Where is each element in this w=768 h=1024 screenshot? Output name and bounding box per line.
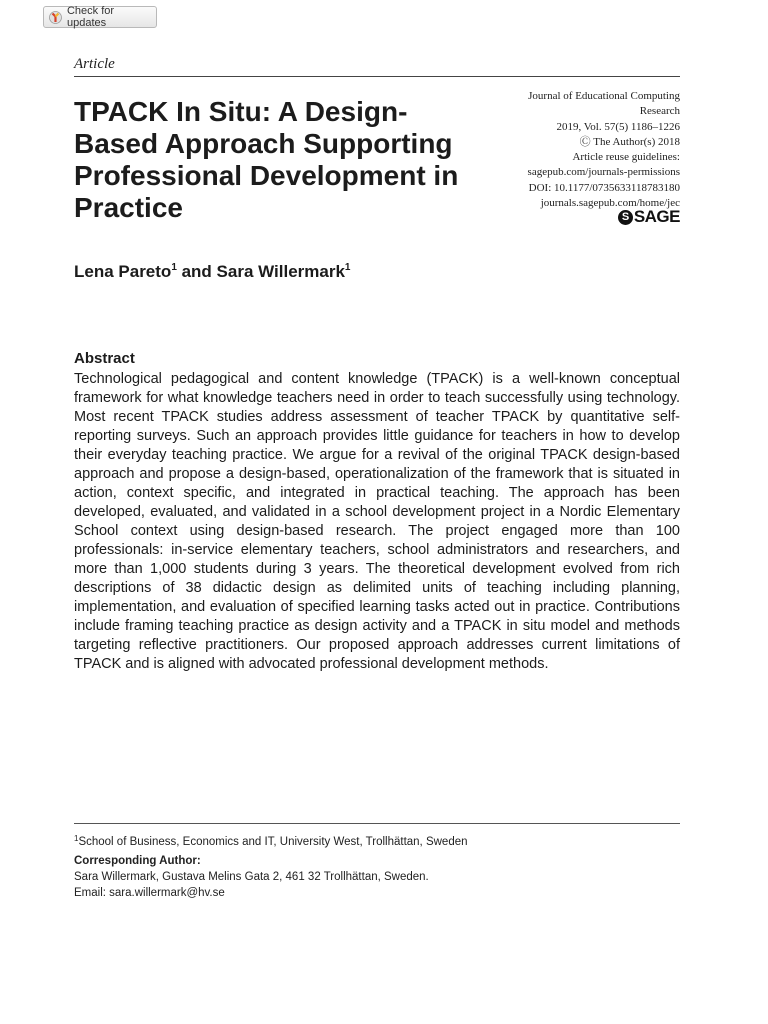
permissions-link[interactable]: sagepub.com/journals-permissions <box>527 166 680 179</box>
affiliation-text: School of Business, Economics and IT, University West, Trollhättan, Sweden <box>78 836 468 848</box>
sage-logo <box>618 207 680 227</box>
author-list <box>74 262 350 282</box>
author-joiner: and <box>176 262 217 281</box>
corresponding-author-address: Sara Willermark, Gustava Melins Gata 2, 461 32 Trollhättan, Sweden. <box>74 871 429 883</box>
crossmark-icon <box>49 11 62 24</box>
journal-line: Journal of Educational Computing <box>528 90 680 102</box>
author-affiliation-mark: 1 <box>171 262 177 273</box>
affiliation-footnote <box>74 834 468 848</box>
sage-logo-text: SAGE <box>633 207 680 226</box>
journal-line: Article reuse guidelines: <box>572 151 680 164</box>
header-rule <box>74 76 680 77</box>
footnote-rule <box>74 823 680 824</box>
check-for-updates-label: Check for updates <box>66 5 115 29</box>
affiliation-mark: 1 <box>74 834 79 843</box>
journal-copyright: Ⓒ The Author(s) 2018 <box>579 135 680 148</box>
author-affiliation-mark: 1 <box>344 262 351 273</box>
sage-s-icon: S <box>618 210 633 225</box>
doi-link[interactable]: DOI: 10.1177/0735633118783180 <box>528 181 680 194</box>
journal-volume: 2019, Vol. 57(5) 1186–1226 <box>556 120 680 133</box>
journal-line: Research <box>639 105 680 118</box>
abstract-heading: Abstract <box>74 350 135 367</box>
journal-home-link[interactable]: journals.sagepub.com/home/jec <box>540 197 680 210</box>
check-for-updates-button[interactable] <box>43 6 157 28</box>
journal-info <box>440 89 680 211</box>
corresponding-author-heading: Corresponding Author: <box>74 855 201 867</box>
article-type-label: Article <box>74 56 115 72</box>
abstract-text: Technological pedagogical and content knowledge (TPACK) is a well-known conceptual framework for what knowledge teachers need in order to teach successfully using technology. Most recent TPACK studies address assessment of teacher TPACK by quantitative self-reporting surveys. Such an approach provides little guidance for teachers in how to develop their everyday teaching practice. We argue for a revival of the original TPACK design-based approach and propose a design-based, operationalization of the framework that is situated in action, context specific, and integrated in practical teaching. The approach has been developed, evaluated, and validated in a school development project in a Nordic Elementary School context using design-based research. The project engaged more than 100 professionals: in-service elementary teachers, school administrators and researchers, and more than 1,000 students during 3 years. The theoretical development evolved from rich descriptions of 38 didactic design as delimited units of teaching including planning, implementation, and evaluation of specified learning tasks acted out in practice. Contributions include framing teaching practice as design activity and a TPACK in situ model and methods targeting reflective practitioners. Our proposed approach addresses current limitations of TPACK and is aligned with advocated professional development methods. <box>74 371 680 672</box>
paper-title: TPACK In Situ: A Design-Based Approach Supporting Professional Development in Practice <box>74 96 459 223</box>
author-name: Lena Pareto <box>74 262 172 281</box>
author-name: Sara Willermark <box>216 262 345 281</box>
corresponding-author-email[interactable]: Email: sara.willermark@hv.se <box>74 887 225 899</box>
